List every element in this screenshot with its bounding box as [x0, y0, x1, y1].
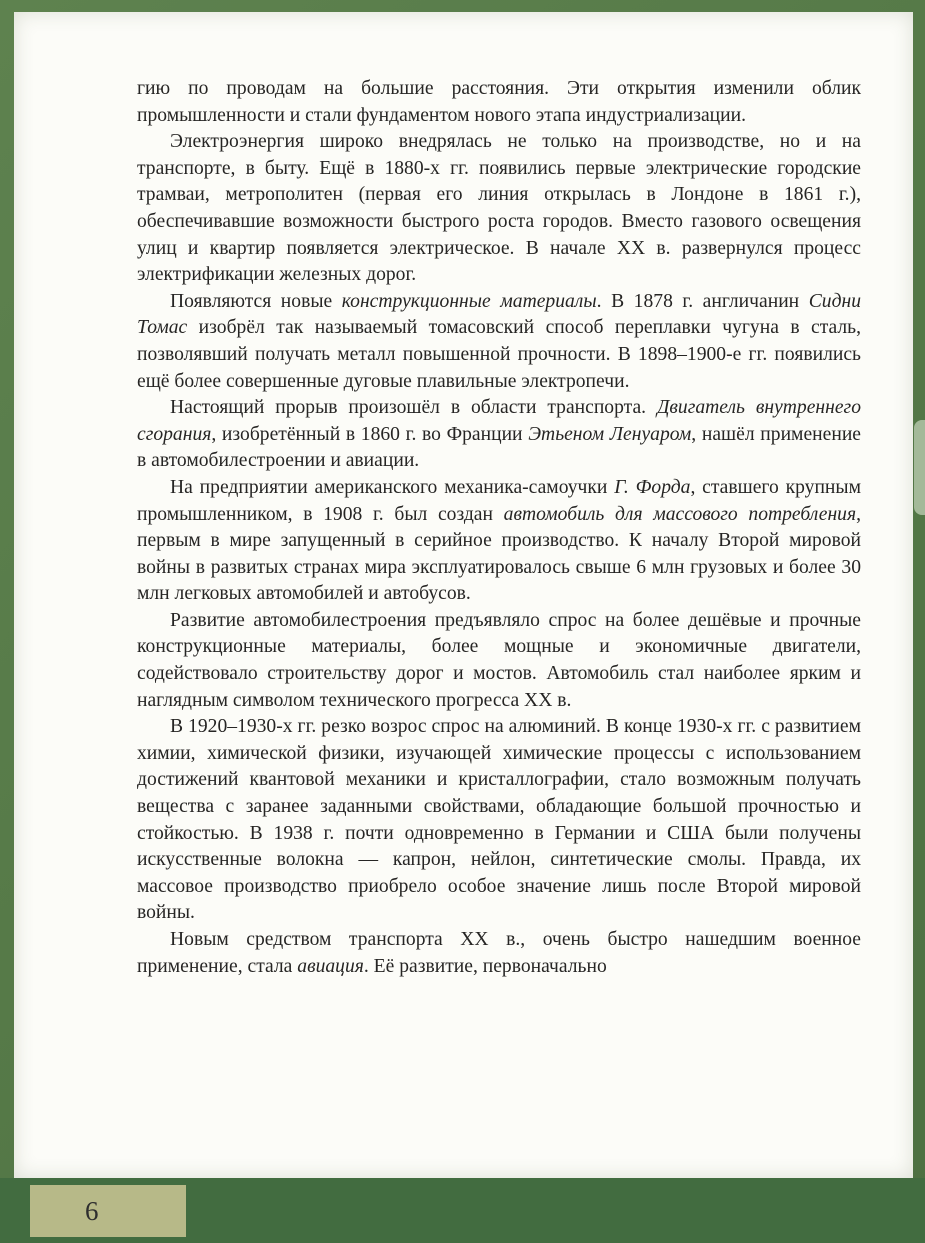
text-segment: В 1920–1930-х гг. резко возрос спрос на алюминий. В конце 1930-х гг. с развитием химии, химической физики, изучающей химические процессы с использованием достижений квантовой механики и кристаллографии, стало возможным получать вещества с заранее заданными свойствами, обладающие большой прочностью и стойкостью. В 1938 г. почти одновременно в Германии и США были получены искусственные волокна — капрон, нейлон, синтетические смолы. Правда, их массовое производство приобрело особое значение лишь после Второй мировой войны.: [137, 716, 861, 924]
paragraph: [137, 714, 861, 927]
text-segment: На предприятии американского механика-самоучки: [170, 476, 615, 498]
italic-text-segment: Сидни Томас: [137, 290, 862, 339]
paragraph: [137, 76, 861, 129]
paragraph: [137, 129, 861, 289]
paragraph: [137, 395, 861, 475]
text-segment: . В 1878 г. англичанин: [596, 290, 809, 312]
text-segment: , нашёл применение в автомобилестроении и авиации.: [137, 423, 861, 472]
italic-text-segment: конструкционные материалы: [341, 290, 597, 312]
text-segment: гию по проводам на большие расстояния. Эти открытия изменили облик промышленности и стали фундаментом нового этапа индустриализации.: [137, 78, 861, 126]
italic-text-segment: автомобиль для массового потребления: [503, 503, 857, 525]
text-segment: , изобретённый в 1860 г. во Франции: [211, 423, 529, 445]
text-segment: , первым в мире запущенный в серийное производство. К началу Второй мировой войны в развитых странах мира эксплуатировалось свыше 6 млн грузовых и более 30 млн легковых автомобилей и автобусов.: [137, 503, 861, 605]
page: [14, 12, 913, 1178]
text-content: [137, 76, 861, 980]
scan-edge-highlight: [914, 420, 925, 515]
text-segment: Новым средством транспорта XX в., очень быстро нашедшим военное применение, стала: [137, 929, 861, 977]
text-segment: Электроэнергия широко внедрялась не только на производстве, но и на транспорте, в быту. Ещё в 1880-х гг. появились первые электрические городские трамваи, метрополитен (первая его линия открылась в Лондоне в 1861 г.), обеспечивавшие возможности быстрого роста городов. Вместо газового освещения улиц и квартир появляется электрическое. В начале XX в. развернулся процесс электрификации железных дорог.: [137, 131, 861, 286]
text-segment: , ставшего крупным промышленником, в 1908 г. был создан: [137, 476, 861, 525]
italic-text-segment: Этьеном Ленуаром: [528, 423, 692, 445]
paragraph: [137, 475, 861, 608]
text-segment: Развитие автомобилестроения предъявляло спрос на более дешёвые и прочные конструкционные материалы, более мощные и экономичные двигатели, содействовало строительству дорог и мостов. Автомобиль стал наиболее ярким и наглядным символом технического прогресса XX в.: [137, 609, 861, 711]
page-number: 6: [85, 1195, 99, 1226]
paragraph: [137, 608, 861, 714]
italic-text-segment: авиация: [297, 955, 364, 977]
text-segment: Настоящий прорыв произошёл в области транспорта.: [170, 397, 657, 419]
paragraph: [137, 289, 861, 395]
italic-text-segment: Двигатель внутреннего сгорания: [137, 397, 861, 445]
text-segment: изобрёл так называемый томасовский способ переплавки чугуна в сталь, позволявший получать металл повышенной прочности. В 1898–1900-е гг. появились ещё более совершенные дуговые плавильные электропечи.: [137, 317, 861, 392]
italic-text-segment: Г. Форда: [614, 476, 691, 498]
paragraph: [137, 927, 861, 980]
footer-band: [0, 1178, 925, 1243]
page-number-tab: [30, 1185, 186, 1237]
text-segment: Появляются новые: [170, 290, 342, 312]
text-segment: . Её развитие, первоначально: [363, 955, 607, 977]
